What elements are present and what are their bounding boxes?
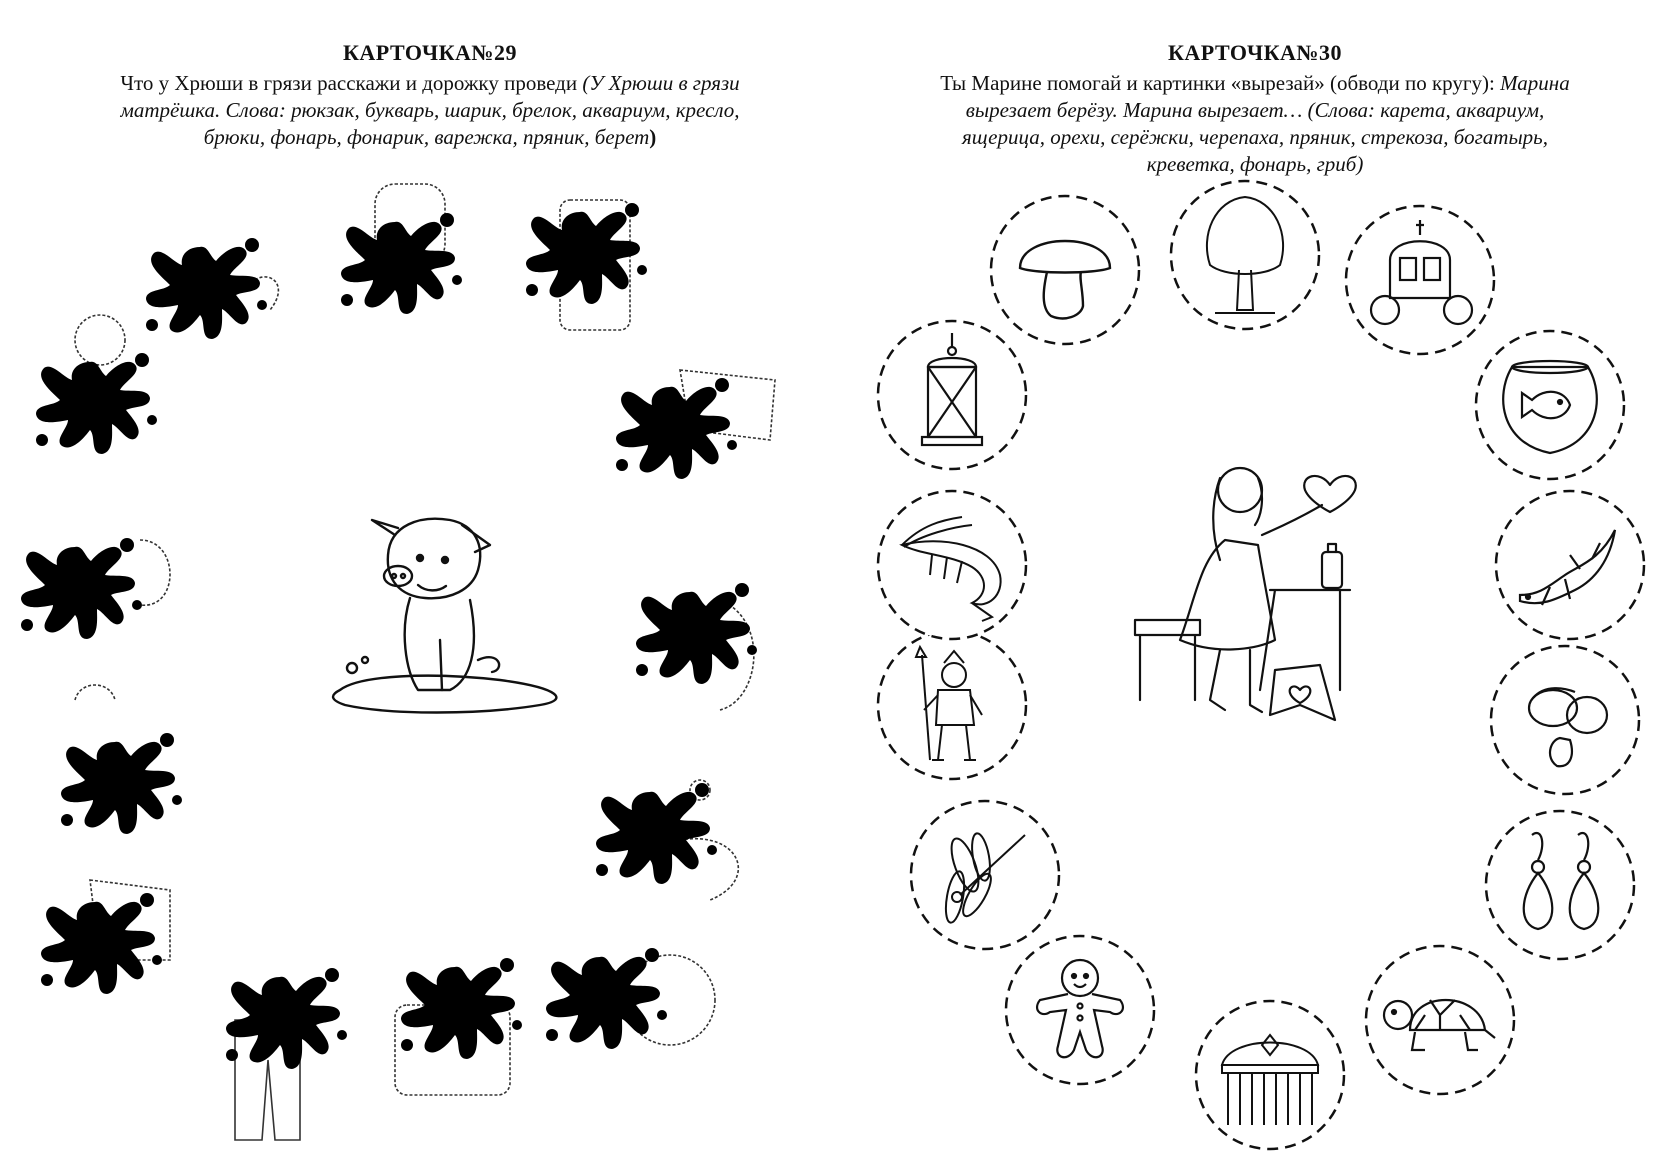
hidden-lantern <box>75 685 115 700</box>
turtle-icon <box>1366 946 1514 1094</box>
gingerbread-icon <box>1006 936 1154 1084</box>
ink-blot <box>401 958 522 1059</box>
ink-blots <box>21 203 757 1069</box>
card-29-line-1-italic: (У Хрюши в грязи <box>582 71 740 95</box>
warrior-icon <box>878 631 1026 779</box>
ink-blot <box>526 203 647 304</box>
nuts-icon <box>1491 646 1639 794</box>
card-30-line-2-italic: вырезает берёзу. Марина вырезает… (Слова: карета, аквариум, <box>965 98 1545 122</box>
lantern-icon <box>878 321 1026 469</box>
ink-blot <box>226 968 347 1069</box>
ink-blot <box>596 783 717 884</box>
ink-blot <box>636 583 757 684</box>
earrings-icon <box>1486 811 1634 959</box>
comb-icon <box>1196 1001 1344 1149</box>
card-30-title: КАРТОЧКА№30 <box>1167 40 1343 65</box>
card-29-line-3-tail: ) <box>649 125 657 149</box>
card-30-line-3-italic: ящерица, орехи, серёжки, черепаха, пряник, стрекоза, богатырь, <box>962 125 1548 149</box>
aquarium-icon <box>1476 331 1624 479</box>
card-30-line-1-italic: Марина <box>1500 71 1570 95</box>
ink-blot <box>21 538 142 639</box>
card-30-line-1-plain: Ты Марине помогай и картинки «вырезай» (обводи по кругу): <box>940 71 1501 95</box>
card-30-line-4-italic: креветка, фонарь, гриб) <box>1146 152 1364 176</box>
girl-icon <box>1135 468 1356 720</box>
hidden-ball <box>75 315 125 365</box>
card-29-line-1-plain: Что у Хрюши в грязи расскажи и дорожку проведи <box>120 71 583 95</box>
ink-blot <box>616 378 737 479</box>
carriage-icon <box>1346 206 1494 354</box>
piglet-icon <box>333 519 556 713</box>
ink-blot <box>546 948 667 1049</box>
ink-blot <box>341 213 462 314</box>
lizard-icon <box>1496 491 1644 639</box>
dragonfly-icon <box>911 801 1059 949</box>
birch-icon <box>1171 181 1319 329</box>
mushroom-icon <box>991 196 1139 344</box>
ink-blot <box>146 238 267 339</box>
ink-blot <box>36 353 157 454</box>
card-29-line-3-italic: брюки, фонарь, фонарик, варежка, пряник, берет <box>203 125 650 149</box>
ink-blot <box>61 733 182 834</box>
card-29-title: КАРТОЧКА№29 <box>342 40 518 65</box>
hidden-mitten <box>140 540 170 605</box>
shrimp-icon <box>878 491 1026 639</box>
circle-frames <box>878 181 1644 1149</box>
ink-blot <box>41 893 162 994</box>
card-29-line-2-italic: матрёшка. Слова: рюкзак, букварь, шарик, брелок, аквариум, кресло, <box>120 98 740 122</box>
